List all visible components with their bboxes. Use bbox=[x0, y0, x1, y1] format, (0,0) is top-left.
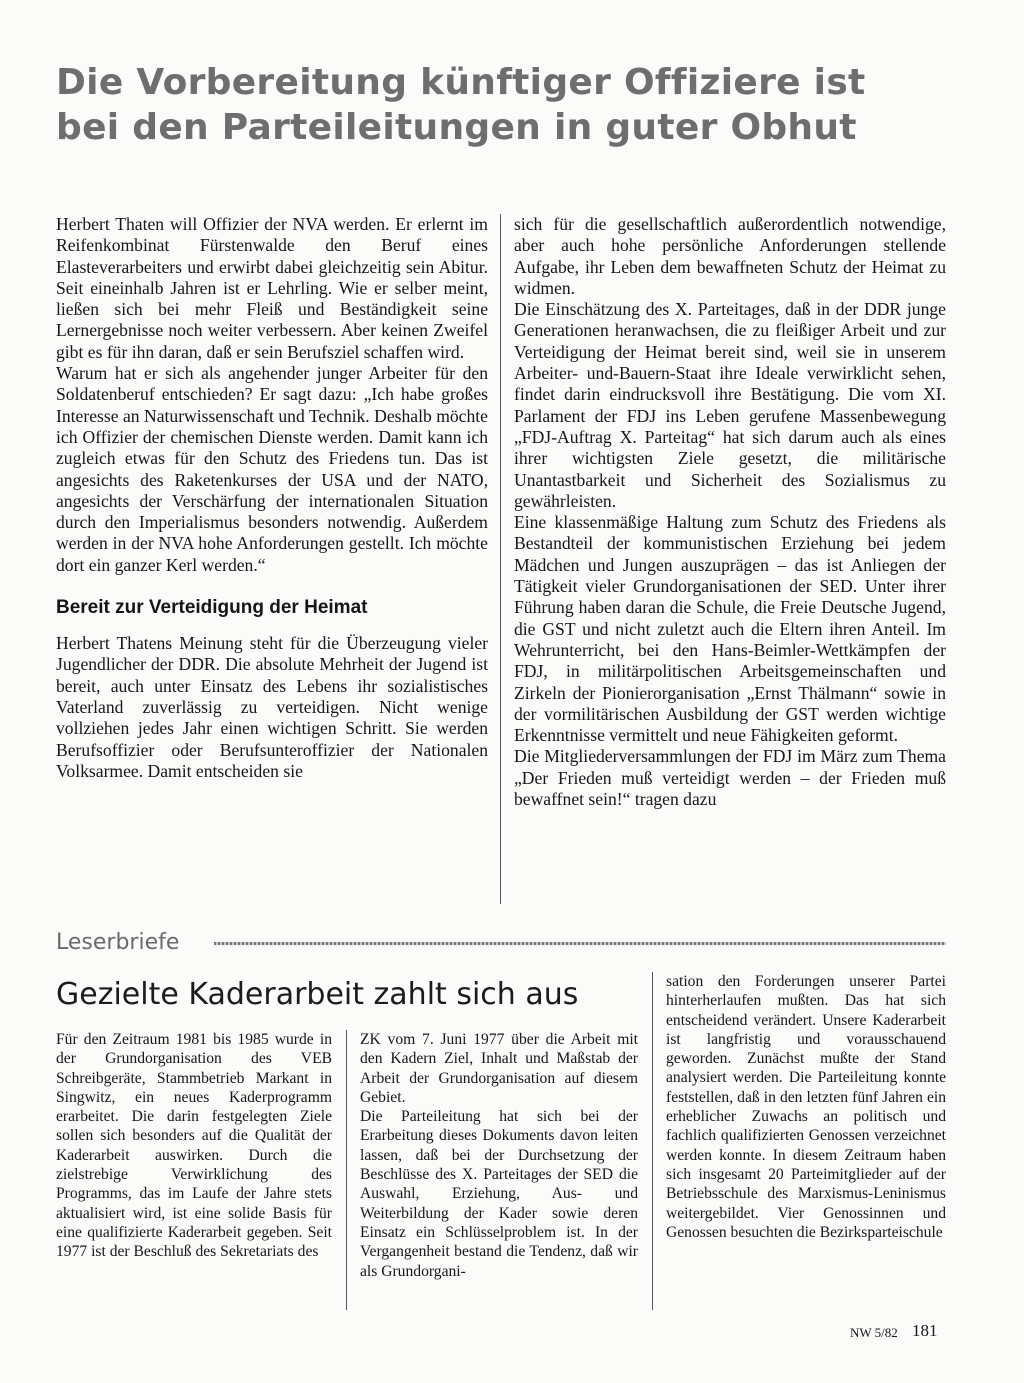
column-divider bbox=[500, 214, 501, 904]
column-divider bbox=[346, 1030, 347, 1310]
letter-paragraph: Für den Zeitraum 1981 bis 1985 wurde in der Grundorganisation des VEB Schreibgeräte, Stammbetrieb Markant in Singwitz, ein neues Kaderprogramm erarbeitet. Die darin festgelegten Ziele sollen sich besonders auf die Qualität der Kaderarbeit auswirken. Durch die zielstrebige Verwirklichung des Programms, das im Laufe der Jahre stets aktualisiert wird, ist eine solide Basis für eine qualifizierte Kaderarbeit gegeben. Seit 1977 ist der Beschluß des Sekretariats des bbox=[56, 1031, 332, 1261]
headline-line-2: bei den Parteileitungen in guter Obhut bbox=[56, 107, 857, 148]
article-paragraph: sich für die gesellschaftlich außerordentlich notwendige, aber auch hohe persönliche Anforderungen stellende Aufgabe, ihr Leben dem bewaffneten Schutz der Heimat zu widmen. bbox=[514, 214, 946, 298]
article-paragraph: Die Einschätzung des X. Parteitages, daß in der DDR junge Generationen heranwachsen, die zu fleißiger Arbeit und zur Verteidigung der Heimat bereit sind, weil sie in unserem Arbeiter- und-Bauern-Staat ihre Ideale verwirklicht sehen, findet darin eindrucksvoll ihre Bestätigung. Die vom XI. Parlament der FDJ ins Leben gerufene Massenbewegung „FDJ-Auftrag X. Parteitag“ hat sich darum auch als eines ihrer wichtigsten Ziele gesetzt, die militärische Unantastbarkeit und Sicherheit des Sozialismus zu gewährleisten. bbox=[514, 299, 946, 511]
article-paragraph: Eine klassenmäßige Haltung zum Schutz des Friedens als Bestandteil der kommunistischen Erziehung bei jedem Mädchen und Jungen auszuprägen – das ist Anliegen der Tätigkeit vieler Grundorganisationen der SED. Unter ihrer Führung haben daran die Schule, die Freie Deutsche Jugend, die GST und nicht zuletzt auch die Eltern ihren Anteil. Im Wehrunterricht, bei den Hans-Beimler-Wettkämpfen der FDJ, in militärpolitischen Arbeitsgemeinschaften und Zirkeln der Pionierorganisation „Ernst Thälmann“ sowie in der vormilitärischen Ausbildung der GST werden wichtige Erkenntnisse vermittelt und neue Fähigkeiten geformt. bbox=[514, 512, 946, 746]
article-column-left bbox=[56, 214, 488, 904]
article-paragraph: Herbert Thatens Meinung steht für die Überzeugung vieler Jugendlicher der DDR. Die absolute Mehrheit der Jugend ist bereit, auch unter Einsatz des Lebens ihr sozialistisches Vaterland zuverlässig zu verteidigen. Nicht wenige vollziehen jedes Jahr einen wichtigen Schritt. Sie werden Berufsoffizier oder Berufsunteroffizier der Nationalen Volksarmee. Damit entscheiden sie bbox=[56, 633, 488, 781]
headline-line-1: Die Vorbereitung künftiger Offiziere ist bbox=[56, 62, 866, 103]
article-headline bbox=[56, 60, 956, 150]
section-label: Leserbriefe bbox=[56, 930, 180, 955]
article-paragraph: Herbert Thaten will Offizier der NVA werden. Er erlernt im Reifenkombinat Fürstenwalde den Beruf eines Elasteverarbeiters und erwirbt dabei gleichzeitig sein Abitur. Seit eineinhalb Jahren ist er Lehrling. Wie er selber meint, ließen sich bei mehr Fleiß und Beständigkeit seine Lernergebnisse noch weiter verbessern. Aber keinen Zweifel gibt es für ihn daran, daß er sein Berufsziel schaffen wird. bbox=[56, 214, 488, 362]
letter-column-2 bbox=[360, 1030, 638, 1310]
section-rule bbox=[214, 942, 946, 945]
letter-column-1 bbox=[56, 1030, 332, 1310]
page-number: 181 bbox=[912, 1321, 938, 1340]
article-column-right bbox=[514, 214, 946, 904]
article-paragraph: Die Mitgliederversammlungen der FDJ im März zum Thema „Der Frieden muß verteidigt werden – der Frieden muß bewaffnet sein!“ tragen dazu bbox=[514, 746, 946, 810]
letter-title: Gezielte Kaderarbeit zahlt sich aus bbox=[56, 977, 579, 1012]
article-paragraph: Warum hat er sich als angehender junger Arbeiter für den Soldatenberuf entschieden? Er sagt dazu: „Ich habe großes Interesse an Naturwissenschaft und Technik. Deshalb möchte ich Offizier der chemischen Dienste werden. Damit kann ich zugleich etwas für den Schutz des Friedens tun. Das ist angesichts des Raketenkurses der USA und der NATO, angesichts der Verschärfung der internationalen Situation durch den Imperialismus besonders notwendig. Außerdem werden in der NVA hohe Anforderungen gestellt. Ich möchte dort ein ganzer Kerl werden.“ bbox=[56, 363, 488, 575]
letter-column-3 bbox=[666, 972, 946, 1310]
letter-paragraph: ZK vom 7. Juni 1977 über die Arbeit mit den Kadern Ziel, Inhalt und Maßstab der Arbeit der Grundorganisation auf diesem Gebiet. bbox=[360, 1031, 638, 1106]
article-subheading: Bereit zur Verteidigung der Heimat bbox=[56, 597, 368, 619]
letter-paragraph: Die Parteileitung hat sich bei der Erarbeitung dieses Dokuments davon leiten lassen, daß bei der Durchsetzung der Beschlüsse des X. Parteitages der SED die Auswahl, Erziehung, Aus- und Weiterbildung der Kader sowie deren Einsatz ein Schlüsselproblem ist. In der Vergangenheit bestand die Tendenz, daß wir als Grundorgani- bbox=[360, 1108, 638, 1280]
column-divider bbox=[652, 972, 653, 1310]
issue-reference: NW 5/82 bbox=[850, 1325, 898, 1340]
letter-paragraph: sation den Forderungen unserer Partei hinterherlaufen mußten. Das hat sich entscheidend verändert. Unsere Kaderarbeit ist langfristig und vorausschauend geworden. Zunächst mußte der Stand analysiert werden. Die Parteileitung konnte feststellen, daß in den letzten fünf Jahren ein erheblicher Zuwachs an politisch und fachlich qualifizierten Genossen verzeichnet werden konnte. In diesem Zeitraum haben sich insgesamt 20 Parteimitglieder auf der Betriebsschule des Marxismus-Leninismus weitergebildet. Vier Genossinnen und Genossen besuchten die Bezirksparteischule bbox=[666, 973, 946, 1241]
section-header-leserbriefe bbox=[56, 928, 946, 958]
